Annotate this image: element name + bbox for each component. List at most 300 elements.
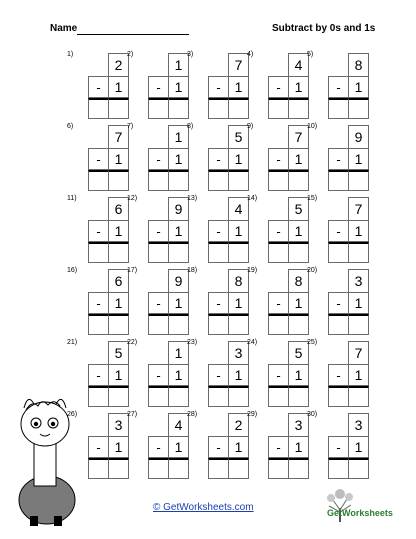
bottom-number-cell: [228, 292, 249, 314]
problem-number: 29): [247, 411, 258, 418]
problem-box: [208, 53, 249, 119]
problem-box: [148, 125, 189, 191]
answer-cell-right[interactable]: [108, 314, 129, 335]
answer-cell-left[interactable]: [88, 170, 108, 191]
top-number-cell: [168, 53, 189, 76]
operator-cell: [148, 364, 168, 386]
bottom-number: 1: [294, 79, 303, 95]
answer-cell-right[interactable]: [108, 242, 129, 263]
problem-number: 11): [67, 195, 77, 202]
problem-item: [127, 50, 187, 122]
top-number: 3: [294, 417, 303, 433]
bottom-number-cell: [168, 148, 189, 170]
top-number-cell: [168, 413, 189, 436]
answer-cell-left[interactable]: [148, 170, 168, 191]
operator-cell: [208, 220, 228, 242]
problem-box: [208, 197, 249, 263]
answer-cell-right[interactable]: [288, 242, 309, 263]
problem-box: [148, 413, 189, 479]
alpaca-illustration: [12, 388, 82, 528]
bottom-number-cell: [348, 148, 369, 170]
top-number-cell: [228, 269, 249, 292]
problem-number: 1): [67, 51, 74, 58]
answer-cell-left[interactable]: [88, 386, 108, 407]
problem-box: [268, 125, 309, 191]
bottom-number-cell: [108, 76, 129, 98]
problem-item: [127, 266, 187, 338]
problem-box: [208, 413, 249, 479]
answer-cell-left[interactable]: [328, 98, 348, 119]
answer-cell-right[interactable]: [288, 314, 309, 335]
problem-item: [187, 266, 247, 338]
bottom-number-cell: [348, 436, 369, 458]
bottom-number: 1: [174, 367, 183, 383]
bottom-number: 1: [354, 151, 363, 167]
minus-sign: -: [96, 151, 101, 167]
bottom-number-cell: [348, 76, 369, 98]
bottom-number: 1: [234, 151, 243, 167]
operator-cell: [208, 148, 228, 170]
problem-number: 8): [187, 123, 194, 130]
top-number: 9: [174, 273, 183, 289]
problem-item: [187, 122, 247, 194]
problem-item: [247, 410, 307, 482]
problem-number: 20): [307, 267, 318, 274]
problem-item: [127, 122, 187, 194]
answer-cell-left[interactable]: [208, 170, 228, 191]
minus-sign: -: [216, 223, 221, 239]
answer-cell-left[interactable]: [148, 458, 168, 479]
operator-cell: [268, 76, 288, 98]
problem-box: [268, 197, 309, 263]
minus-sign: -: [96, 439, 101, 455]
problem-box: [88, 197, 129, 263]
top-number-cell: [228, 341, 249, 364]
bottom-number: 1: [294, 223, 303, 239]
minus-sign: -: [336, 223, 341, 239]
bottom-number-cell: [228, 220, 249, 242]
top-number: 4: [174, 417, 183, 433]
problem-item: [127, 338, 187, 410]
top-number: 8: [354, 57, 363, 73]
problem-box: [148, 341, 189, 407]
bottom-number: 1: [174, 151, 183, 167]
problem-box: [148, 53, 189, 119]
problem-box: [208, 125, 249, 191]
problem-number: 16): [67, 267, 78, 274]
bottom-number-cell: [348, 364, 369, 386]
answer-cell-right[interactable]: [108, 170, 129, 191]
operator-cell: [208, 436, 228, 458]
top-number: 1: [174, 57, 183, 73]
answer-cell-right[interactable]: [348, 242, 369, 263]
operator-cell: [88, 292, 108, 314]
problem-box: [88, 269, 129, 335]
top-number: 5: [294, 345, 303, 361]
operator-cell: [148, 436, 168, 458]
bottom-number-cell: [348, 220, 369, 242]
bottom-number: 1: [234, 295, 243, 311]
bottom-number: 1: [114, 223, 123, 239]
problem-item: [307, 50, 367, 122]
bottom-number-cell: [348, 292, 369, 314]
problem-box: [328, 125, 369, 191]
top-number: 3: [114, 417, 123, 433]
bottom-number: 1: [174, 223, 183, 239]
bottom-number-cell: [108, 364, 129, 386]
operator-cell: [328, 220, 348, 242]
minus-sign: -: [216, 295, 221, 311]
bottom-number-cell: [288, 148, 309, 170]
problem-box: [268, 269, 309, 335]
answer-cell-left[interactable]: [328, 314, 348, 335]
answer-cell-left[interactable]: [208, 242, 228, 263]
answer-cell-right[interactable]: [108, 98, 129, 119]
answer-cell-left[interactable]: [268, 314, 288, 335]
problem-number: 6): [67, 123, 74, 130]
operator-cell: [208, 76, 228, 98]
problem-number: 4): [247, 51, 254, 58]
minus-sign: -: [336, 295, 341, 311]
top-number: 3: [354, 273, 363, 289]
bottom-number-cell: [228, 364, 249, 386]
operator-cell: [328, 148, 348, 170]
bottom-number-cell: [288, 220, 309, 242]
bottom-number: 1: [234, 223, 243, 239]
problem-item: [247, 338, 307, 410]
operator-cell: [328, 436, 348, 458]
minus-sign: -: [276, 295, 281, 311]
top-number: 3: [234, 345, 243, 361]
bottom-number-cell: [168, 364, 189, 386]
minus-sign: -: [156, 439, 161, 455]
answer-cell-right[interactable]: [288, 98, 309, 119]
answer-cell-left[interactable]: [328, 242, 348, 263]
problem-number: 13): [187, 195, 198, 202]
top-number: 1: [174, 129, 183, 145]
problem-number: 27): [127, 411, 138, 418]
operator-cell: [148, 76, 168, 98]
minus-sign: -: [156, 79, 161, 95]
problem-number: 30): [307, 411, 318, 418]
answer-cell-left[interactable]: [88, 242, 108, 263]
problem-number: 19): [247, 267, 258, 274]
bottom-number: 1: [294, 295, 303, 311]
minus-sign: -: [96, 223, 101, 239]
operator-cell: [328, 76, 348, 98]
problem-number: 2): [127, 51, 134, 58]
top-number-cell: [348, 341, 369, 364]
top-number: 5: [294, 201, 303, 217]
operator-cell: [208, 292, 228, 314]
answer-cell-left[interactable]: [328, 386, 348, 407]
problem-number: 15): [307, 195, 318, 202]
problem-box: [148, 197, 189, 263]
operator-cell: [88, 220, 108, 242]
answer-cell-right[interactable]: [348, 98, 369, 119]
minus-sign: -: [276, 151, 281, 167]
top-number-cell: [168, 125, 189, 148]
footer-link[interactable]: © GetWorksheets.com: [153, 502, 254, 513]
problem-item: [307, 194, 367, 266]
answer-cell-right[interactable]: [348, 314, 369, 335]
top-number: 8: [294, 273, 303, 289]
minus-sign: -: [96, 295, 101, 311]
answer-cell-right[interactable]: [168, 314, 189, 335]
answer-cell-right[interactable]: [168, 386, 189, 407]
logo-text: GetWorksheets: [327, 508, 393, 518]
problem-box: [88, 413, 129, 479]
minus-sign: -: [156, 367, 161, 383]
minus-sign: -: [336, 367, 341, 383]
top-number-cell: [228, 125, 249, 148]
top-number: 1: [174, 345, 183, 361]
top-number: 4: [234, 201, 243, 217]
operator-cell: [268, 148, 288, 170]
answer-cell-left[interactable]: [208, 98, 228, 119]
bottom-number-cell: [108, 148, 129, 170]
minus-sign: -: [216, 439, 221, 455]
problem-item: [307, 266, 367, 338]
name-label: Name: [50, 23, 78, 34]
operator-cell: [268, 364, 288, 386]
bottom-number: 1: [294, 367, 303, 383]
problem-box: [88, 341, 129, 407]
answer-cell-left[interactable]: [88, 314, 108, 335]
top-number: 7: [354, 345, 363, 361]
minus-sign: -: [336, 151, 341, 167]
problem-number: 10): [307, 123, 318, 130]
top-number-cell: [168, 341, 189, 364]
answer-cell-left[interactable]: [148, 314, 168, 335]
bottom-number: 1: [114, 295, 123, 311]
bottom-number: 1: [234, 439, 243, 455]
operator-cell: [268, 436, 288, 458]
problem-number: 7): [127, 123, 134, 130]
problem-item: [247, 50, 307, 122]
bottom-number-cell: [228, 148, 249, 170]
bottom-number: 1: [354, 367, 363, 383]
answer-cell-right[interactable]: [348, 458, 369, 479]
bottom-number-cell: [288, 292, 309, 314]
problem-box: [268, 53, 309, 119]
problem-item: [307, 410, 367, 482]
bottom-number-cell: [168, 292, 189, 314]
bottom-number: 1: [174, 295, 183, 311]
operator-cell: [208, 364, 228, 386]
answer-cell-left[interactable]: [148, 98, 168, 119]
bottom-number: 1: [354, 223, 363, 239]
problem-number: 26): [67, 411, 78, 418]
answer-cell-left[interactable]: [208, 386, 228, 407]
answer-cell-right[interactable]: [288, 458, 309, 479]
operator-cell: [88, 148, 108, 170]
minus-sign: -: [96, 367, 101, 383]
bottom-number: 1: [354, 79, 363, 95]
answer-cell-left[interactable]: [148, 386, 168, 407]
bottom-number: 1: [294, 439, 303, 455]
answer-cell-right[interactable]: [228, 458, 249, 479]
top-number-cell: [228, 53, 249, 76]
top-number: 8: [234, 273, 243, 289]
top-number: 5: [234, 129, 243, 145]
minus-sign: -: [336, 79, 341, 95]
top-number: 6: [114, 201, 123, 217]
top-number-cell: [288, 269, 309, 292]
top-number: 3: [354, 417, 363, 433]
answer-cell-left[interactable]: [88, 458, 108, 479]
problem-box: [328, 341, 369, 407]
answer-cell-right[interactable]: [288, 170, 309, 191]
top-number: 5: [114, 345, 123, 361]
problem-item: [307, 338, 367, 410]
problem-box: [148, 269, 189, 335]
bottom-number-cell: [168, 76, 189, 98]
top-number-cell: [108, 269, 129, 292]
answer-cell-right[interactable]: [228, 242, 249, 263]
top-number: 2: [114, 57, 123, 73]
operator-cell: [328, 364, 348, 386]
bottom-number-cell: [288, 364, 309, 386]
top-number-cell: [168, 197, 189, 220]
top-number: 2: [234, 417, 243, 433]
problem-item: [187, 50, 247, 122]
operator-cell: [88, 364, 108, 386]
problem-box: [208, 341, 249, 407]
problem-number: 3): [187, 51, 194, 58]
top-number: 9: [354, 129, 363, 145]
top-number: 9: [174, 201, 183, 217]
problem-number: 17): [127, 267, 138, 274]
operator-cell: [148, 148, 168, 170]
answer-cell-left[interactable]: [268, 386, 288, 407]
problem-number: 25): [307, 339, 318, 346]
bottom-number-cell: [108, 436, 129, 458]
answer-cell-left[interactable]: [208, 314, 228, 335]
top-number-cell: [168, 269, 189, 292]
bottom-number: 1: [354, 439, 363, 455]
problem-number: 28): [187, 411, 198, 418]
problem-number: 9): [247, 123, 254, 130]
minus-sign: -: [216, 151, 221, 167]
problem-grid: [67, 50, 367, 482]
answer-cell-left[interactable]: [208, 458, 228, 479]
top-number-cell: [108, 197, 129, 220]
answer-cell-right[interactable]: [168, 98, 189, 119]
bottom-number: 1: [234, 367, 243, 383]
answer-cell-right[interactable]: [288, 386, 309, 407]
minus-sign: -: [276, 367, 281, 383]
bottom-number: 1: [114, 151, 123, 167]
problem-item: [187, 194, 247, 266]
answer-cell-left[interactable]: [268, 242, 288, 263]
bottom-number-cell: [168, 220, 189, 242]
problem-item: [127, 194, 187, 266]
answer-cell-left[interactable]: [148, 242, 168, 263]
top-number: 7: [354, 201, 363, 217]
problem-box: [328, 413, 369, 479]
problem-item: [187, 338, 247, 410]
answer-cell-right[interactable]: [228, 386, 249, 407]
problem-box: [208, 269, 249, 335]
bottom-number: 1: [174, 439, 183, 455]
top-number-cell: [348, 53, 369, 76]
top-number-cell: [288, 413, 309, 436]
problem-item: [67, 266, 127, 338]
answer-cell-right[interactable]: [348, 170, 369, 191]
minus-sign: -: [276, 223, 281, 239]
minus-sign: -: [156, 295, 161, 311]
answer-cell-left[interactable]: [328, 458, 348, 479]
problem-item: [67, 122, 127, 194]
answer-cell-left[interactable]: [268, 98, 288, 119]
problem-item: [127, 410, 187, 482]
problem-box: [328, 53, 369, 119]
bottom-number: 1: [114, 367, 123, 383]
minus-sign: -: [156, 151, 161, 167]
top-number-cell: [228, 413, 249, 436]
bottom-number-cell: [288, 436, 309, 458]
answer-cell-right[interactable]: [168, 242, 189, 263]
problem-box: [268, 413, 309, 479]
top-number-cell: [108, 125, 129, 148]
problem-number: 5): [307, 51, 314, 58]
answer-cell-right[interactable]: [228, 314, 249, 335]
name-line[interactable]: [77, 34, 189, 35]
bottom-number-cell: [168, 436, 189, 458]
answer-cell-left[interactable]: [328, 170, 348, 191]
worksheet-title: Subtract by 0s and 1s: [272, 23, 376, 34]
problem-item: [247, 194, 307, 266]
operator-cell: [148, 220, 168, 242]
bottom-number: 1: [174, 79, 183, 95]
bottom-number-cell: [228, 76, 249, 98]
answer-cell-left[interactable]: [268, 458, 288, 479]
top-number: 7: [234, 57, 243, 73]
answer-cell-left[interactable]: [88, 98, 108, 119]
top-number-cell: [348, 413, 369, 436]
problem-item: [67, 194, 127, 266]
minus-sign: -: [96, 79, 101, 95]
answer-cell-right[interactable]: [348, 386, 369, 407]
problem-number: 21): [67, 339, 78, 346]
bottom-number-cell: [108, 292, 129, 314]
problem-number: 18): [187, 267, 198, 274]
answer-cell-right[interactable]: [168, 458, 189, 479]
problem-box: [328, 269, 369, 335]
answer-cell-right[interactable]: [108, 458, 129, 479]
bottom-number: 1: [114, 439, 123, 455]
top-number-cell: [228, 197, 249, 220]
top-number-cell: [348, 197, 369, 220]
answer-cell-right[interactable]: [228, 98, 249, 119]
operator-cell: [88, 436, 108, 458]
answer-cell-left[interactable]: [268, 170, 288, 191]
answer-cell-right[interactable]: [228, 170, 249, 191]
top-number-cell: [108, 413, 129, 436]
minus-sign: -: [336, 439, 341, 455]
tree-logo-icon: [313, 486, 393, 526]
bottom-number: 1: [294, 151, 303, 167]
problem-number: 22): [127, 339, 138, 346]
top-number-cell: [288, 53, 309, 76]
problem-item: [67, 50, 127, 122]
top-number: 7: [114, 129, 123, 145]
bottom-number-cell: [108, 220, 129, 242]
bottom-number-cell: [288, 76, 309, 98]
answer-cell-right[interactable]: [168, 170, 189, 191]
answer-cell-right[interactable]: [108, 386, 129, 407]
